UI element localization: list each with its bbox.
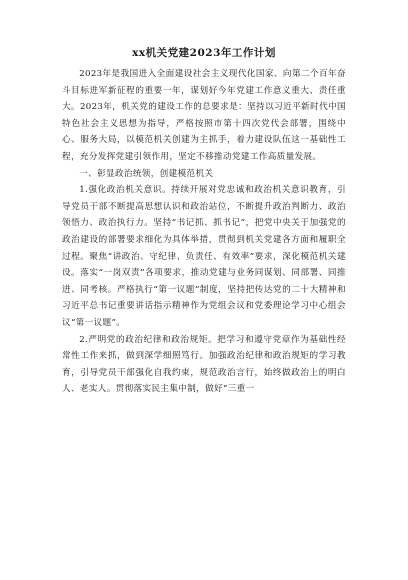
- document-title: xx机关党建2023年工作计划: [132, 47, 276, 59]
- section-heading-1: 一、彰显政治统领，创建模范机关: [79, 168, 214, 179]
- paragraph-item-1: 1.强化政治机关意识。持续开展对党忠诚和政治机关意识教育，引导党员干部不断提高思想认识和政治站位，不断提升政治判断力、政治领悟力、政治执行力。坚持“书记抓、抓书记”，把党中央关于加强党的政治建设的部署要求细化为具体举措，贯彻到机关党建各方面和履职全过程。聚焦“讲政治、守纪律、负责任、有效率”要求，深化模范机关建设。落实“一岗双责”各项要求，推动党建与业务同谋划、同部署、同推进、同考核。严格执行“第一议题”制度，坚持把传达党的二十大精神和习近平总书记重要讲话指示精神作为党组会议和党委理论学习中心组会议“第一议题”。: [62, 185, 346, 328]
- paragraph-item-2: 2.严明党的政治纪律和政治规矩。把学习和遵守党章作为基础性经常性工作来抓，做到深学细照笃行。加强政治纪律和政治规矩的学习教育，引导党员干部强化自我约束，规范政治言行，始终做政治上的明白人、老实人。贯彻落实民主集中制，做好“三重一: [62, 334, 346, 395]
- intro-paragraph: 2023年是我国进入全面建设社会主义现代化国家、向第二个百年奋斗目标进军新征程的重要一年，谋划好今年党建工作意义重大、责任重大。2023年，机关党的建设工作的总要求是：坚持以习近平新时代中国特色社会主义思想为指导，严格按照市第十四次党代会部署，围绕中心、服务大局，以模范机关创建为主抓手，着力建设队伍这一基础性工程，充分发挥党建引领作用，坚定不移推动党建工作高质量发展。: [62, 69, 346, 162]
